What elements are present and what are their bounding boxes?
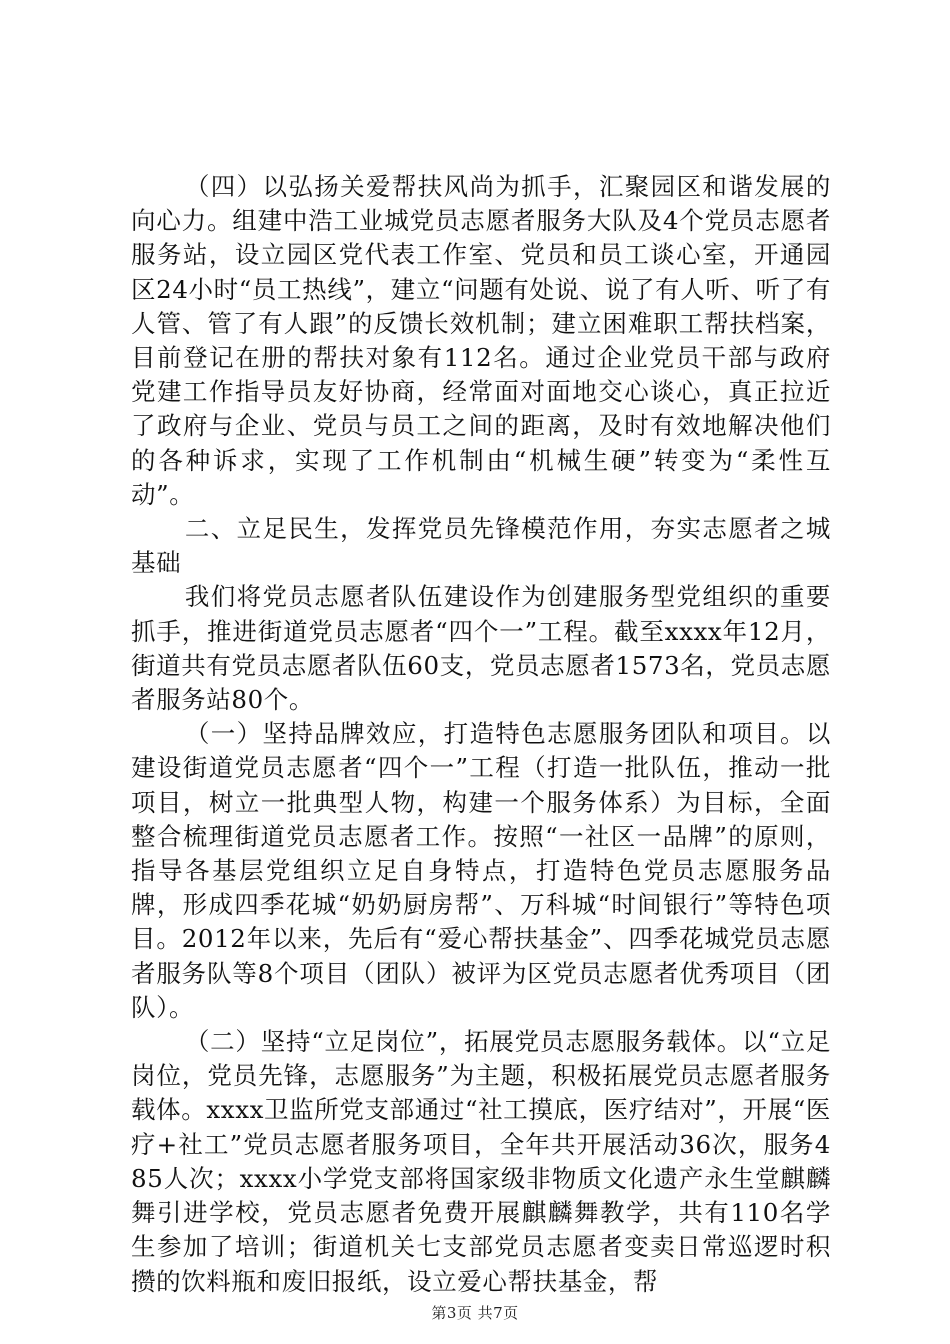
paragraph-section-four: （四）以弘扬关爱帮扶风尚为抓手，汇聚园区和谐发展的向心力。组建中浩工业城党员志愿者服务大队及4个党员志愿者服务站，设立园区党代表工作室、党员和员工谈心室，开通园区24小时“员工热线”，建立“问题有处说、说了有人听、听了有人管、管了有人跟”的反馈长效机制；建立困难职工帮扶档案，目前登记在册的帮扶对象有112名。通过企业党员干部与政府党建工作指导员友好协商，经常面对面地交心谈心，真正拉近了政府与企业、党员与员工之间的距离，及时有效地解决他们的各种诉求，实现了工作机制由“机械生硬”转变为“柔性互动”。	[131, 172, 831, 509]
paragraph-volunteer-overview: 我们将党员志愿者队伍建设作为创建服务型党组织的重要抓手，推进街道党员志愿者“四个一”工程。截至xxxx年12月，街道共有党员志愿者队伍60支，党员志愿者1573名，党员志愿者服务站80个。	[131, 582, 831, 715]
paragraph-post-based: （二）坚持“立足岗位”，拓展党员志愿服务载体。以“立足岗位，党员先锋，志愿服务”为主题，积极拓展党员志愿者服务载体。xxxx卫监所党支部通过“社工摸底，医疗结对”，开展“医疗+社工”党员志愿者服务项目，全年共开展活动36次，服务485人次；xxxx小学党支部将国家级非物质文化遗产永生堂麒麟舞引进学校，党员志愿者免费开展麒麟舞教学，共有110名学生参加了培训；街道机关七支部党员志愿者变卖日常巡逻时积攒的饮料瓶和废旧报纸，设立爱心帮扶基金，帮	[131, 1027, 831, 1296]
page-number-footer: 第3页 共7页	[431, 1304, 519, 1322]
paragraph-brand-effect: （一）坚持品牌效应，打造特色志愿服务团队和项目。以建设街道党员志愿者“四个一”工程（打造一批队伍，推动一批项目，树立一批典型人物，构建一个服务体系）为目标，全面整合梳理街道党员志愿者工作。按照“一社区一品牌”的原则，指导各基层党组织立足自身特点，打造特色党员志愿服务品牌，形成四季花城“奶奶厨房帮”、万科城“时间银行”等特色项目。2012年以来，先后有“爱心帮扶基金”、四季花城党员志愿者服务队等8个项目（团队）被评为区党员志愿者优秀项目（团队）。	[131, 719, 831, 1022]
heading-section-two: 二、立足民生，发挥党员先锋模范作用，夯实志愿者之城基础	[131, 514, 831, 578]
document-body	[131, 170, 831, 1299]
